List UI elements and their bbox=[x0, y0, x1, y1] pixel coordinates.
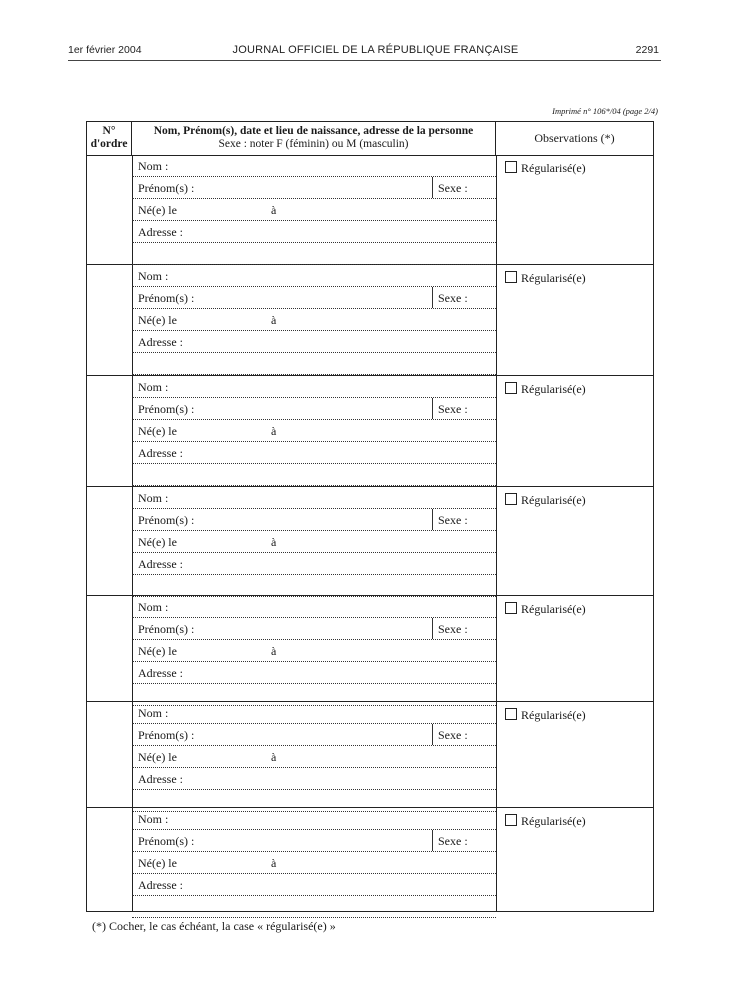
naissance-field[interactable] bbox=[132, 852, 496, 874]
person-record bbox=[87, 702, 653, 808]
adresse-label: Adresse : bbox=[138, 557, 183, 571]
regularise-label: Régularisé(e) bbox=[521, 161, 586, 175]
col-header-ordre-line2: d'ordre bbox=[90, 138, 128, 150]
a-label: à bbox=[271, 313, 277, 327]
ne-le-label: Né(e) le bbox=[138, 203, 177, 217]
prenoms-label: Prénom(s) : bbox=[138, 834, 195, 848]
naissance-field[interactable] bbox=[132, 746, 496, 768]
col-header-person-title: Nom, Prénom(s), date et lieu de naissance, adresse de la personne bbox=[153, 125, 474, 137]
sexe-label: Sexe : bbox=[438, 402, 468, 416]
ne-le-label: Né(e) le bbox=[138, 644, 177, 658]
person-record bbox=[87, 596, 653, 702]
prenoms-label: Prénom(s) : bbox=[138, 728, 195, 742]
adresse-field-continued[interactable] bbox=[132, 896, 496, 918]
nom-label: Nom : bbox=[138, 159, 169, 173]
prenoms-label: Prénom(s) : bbox=[138, 291, 195, 305]
a-label: à bbox=[271, 424, 277, 438]
prenoms-field[interactable] bbox=[132, 177, 496, 199]
regularise-checkbox[interactable] bbox=[505, 602, 586, 617]
sexe-field[interactable] bbox=[432, 509, 496, 530]
ne-le-label: Né(e) le bbox=[138, 424, 177, 438]
nom-label: Nom : bbox=[138, 380, 169, 394]
person-record bbox=[87, 155, 653, 265]
naissance-field[interactable] bbox=[132, 531, 496, 553]
adresse-field-continued[interactable] bbox=[132, 243, 496, 265]
naissance-field[interactable] bbox=[132, 420, 496, 442]
sexe-label: Sexe : bbox=[438, 622, 468, 636]
nom-field[interactable] bbox=[132, 265, 496, 287]
nom-label: Nom : bbox=[138, 812, 169, 826]
adresse-field-continued[interactable] bbox=[132, 575, 496, 597]
form-reference: Imprimé n° 106*/04 (page 2/4) bbox=[552, 106, 658, 116]
checkbox-square-icon[interactable] bbox=[505, 602, 517, 614]
adresse-field-continued[interactable] bbox=[132, 464, 496, 486]
header-rule bbox=[68, 60, 661, 61]
prenoms-field[interactable] bbox=[132, 287, 496, 309]
ordre-cell[interactable] bbox=[87, 376, 133, 486]
observations-cell bbox=[496, 376, 653, 486]
sexe-field[interactable] bbox=[432, 177, 496, 198]
observations-cell bbox=[496, 155, 653, 264]
person-record bbox=[87, 487, 653, 596]
nom-label: Nom : bbox=[138, 269, 169, 283]
declaration-table bbox=[86, 121, 654, 912]
col-header-ordre bbox=[87, 122, 132, 155]
ordre-cell[interactable] bbox=[87, 808, 133, 911]
prenoms-label: Prénom(s) : bbox=[138, 622, 195, 636]
regularise-label: Régularisé(e) bbox=[521, 708, 586, 722]
ne-le-label: Né(e) le bbox=[138, 535, 177, 549]
prenoms-label: Prénom(s) : bbox=[138, 513, 195, 527]
regularise-label: Régularisé(e) bbox=[521, 382, 586, 396]
a-label: à bbox=[271, 856, 277, 870]
header-journal-title: JOURNAL OFFICIEL DE LA RÉPUBLIQUE FRANÇAISE bbox=[232, 44, 519, 56]
sexe-label: Sexe : bbox=[438, 513, 468, 527]
nom-field[interactable] bbox=[132, 596, 496, 618]
nom-field[interactable] bbox=[132, 376, 496, 398]
regularise-checkbox[interactable] bbox=[505, 271, 586, 286]
checkbox-square-icon[interactable] bbox=[505, 708, 517, 720]
ne-le-label: Né(e) le bbox=[138, 856, 177, 870]
ordre-cell[interactable] bbox=[87, 265, 133, 375]
adresse-field[interactable] bbox=[132, 221, 496, 243]
adresse-field-continued[interactable] bbox=[132, 353, 496, 375]
prenoms-field[interactable] bbox=[132, 509, 496, 531]
regularise-label: Régularisé(e) bbox=[521, 493, 586, 507]
adresse-label: Adresse : bbox=[138, 666, 183, 680]
regularise-checkbox[interactable] bbox=[505, 161, 586, 176]
adresse-label: Adresse : bbox=[138, 772, 183, 786]
person-record bbox=[87, 376, 653, 487]
naissance-field[interactable] bbox=[132, 640, 496, 662]
nom-field[interactable] bbox=[132, 808, 496, 830]
checkbox-square-icon[interactable] bbox=[505, 271, 517, 283]
a-label: à bbox=[271, 644, 277, 658]
prenoms-field[interactable] bbox=[132, 398, 496, 420]
nom-label: Nom : bbox=[138, 491, 169, 505]
col-header-person-sub: Sexe : noter F (féminin) ou M (masculin) bbox=[218, 138, 409, 150]
table-header bbox=[87, 122, 653, 156]
checkbox-square-icon[interactable] bbox=[505, 161, 517, 173]
sexe-label: Sexe : bbox=[438, 291, 468, 305]
a-label: à bbox=[271, 203, 277, 217]
regularise-checkbox[interactable] bbox=[505, 814, 586, 829]
regularise-checkbox[interactable] bbox=[505, 382, 586, 397]
sexe-label: Sexe : bbox=[438, 181, 468, 195]
checkbox-square-icon[interactable] bbox=[505, 493, 517, 505]
sexe-label: Sexe : bbox=[438, 728, 468, 742]
sexe-field[interactable] bbox=[432, 830, 496, 851]
regularise-label: Régularisé(e) bbox=[521, 271, 586, 285]
observations-cell bbox=[496, 265, 653, 375]
observations-cell bbox=[496, 487, 653, 595]
nom-field[interactable] bbox=[132, 702, 496, 724]
nom-label: Nom : bbox=[138, 600, 169, 614]
sexe-field[interactable] bbox=[432, 287, 496, 308]
adresse-field[interactable] bbox=[132, 553, 496, 575]
header-date: 1er février 2004 bbox=[68, 44, 142, 56]
ne-le-label: Né(e) le bbox=[138, 313, 177, 327]
regularise-label: Régularisé(e) bbox=[521, 602, 586, 616]
adresse-field[interactable] bbox=[132, 331, 496, 353]
regularise-checkbox[interactable] bbox=[505, 708, 586, 723]
adresse-label: Adresse : bbox=[138, 335, 183, 349]
adresse-field[interactable] bbox=[132, 442, 496, 464]
regularise-checkbox[interactable] bbox=[505, 493, 586, 508]
col-header-person bbox=[132, 122, 496, 155]
ordre-cell[interactable] bbox=[87, 487, 133, 595]
adresse-label: Adresse : bbox=[138, 225, 183, 239]
observations-cell bbox=[496, 596, 653, 701]
person-record bbox=[87, 265, 653, 376]
nom-label: Nom : bbox=[138, 706, 169, 720]
prenoms-label: Prénom(s) : bbox=[138, 402, 195, 416]
prenoms-field[interactable] bbox=[132, 830, 496, 852]
sexe-field[interactable] bbox=[432, 618, 496, 639]
adresse-field[interactable] bbox=[132, 874, 496, 896]
person-record bbox=[87, 808, 653, 911]
col-header-ordre-line1: N° bbox=[102, 125, 116, 137]
sexe-field[interactable] bbox=[432, 398, 496, 419]
adresse-field[interactable] bbox=[132, 768, 496, 790]
checkbox-square-icon[interactable] bbox=[505, 382, 517, 394]
prenoms-field[interactable] bbox=[132, 724, 496, 746]
naissance-field[interactable] bbox=[132, 309, 496, 331]
sexe-field[interactable] bbox=[432, 724, 496, 745]
observations-cell bbox=[496, 702, 653, 807]
nom-field[interactable] bbox=[132, 155, 496, 177]
a-label: à bbox=[271, 750, 277, 764]
col-header-observations: Observations (*) bbox=[534, 131, 615, 145]
adresse-label: Adresse : bbox=[138, 878, 183, 892]
prenoms-field[interactable] bbox=[132, 618, 496, 640]
ordre-cell[interactable] bbox=[87, 596, 133, 701]
a-label: à bbox=[271, 535, 277, 549]
ordre-cell[interactable] bbox=[87, 155, 133, 264]
adresse-label: Adresse : bbox=[138, 446, 183, 460]
ordre-cell[interactable] bbox=[87, 702, 133, 807]
ne-le-label: Né(e) le bbox=[138, 750, 177, 764]
sexe-label: Sexe : bbox=[438, 834, 468, 848]
adresse-field[interactable] bbox=[132, 662, 496, 684]
footnote: (*) Cocher, le cas échéant, la case « régularisé(e) » bbox=[92, 919, 336, 933]
prenoms-label: Prénom(s) : bbox=[138, 181, 195, 195]
naissance-field[interactable] bbox=[132, 199, 496, 221]
header-page-number: 2291 bbox=[635, 44, 659, 56]
observations-cell bbox=[496, 808, 653, 911]
regularise-label: Régularisé(e) bbox=[521, 814, 586, 828]
checkbox-square-icon[interactable] bbox=[505, 814, 517, 826]
nom-field[interactable] bbox=[132, 487, 496, 509]
